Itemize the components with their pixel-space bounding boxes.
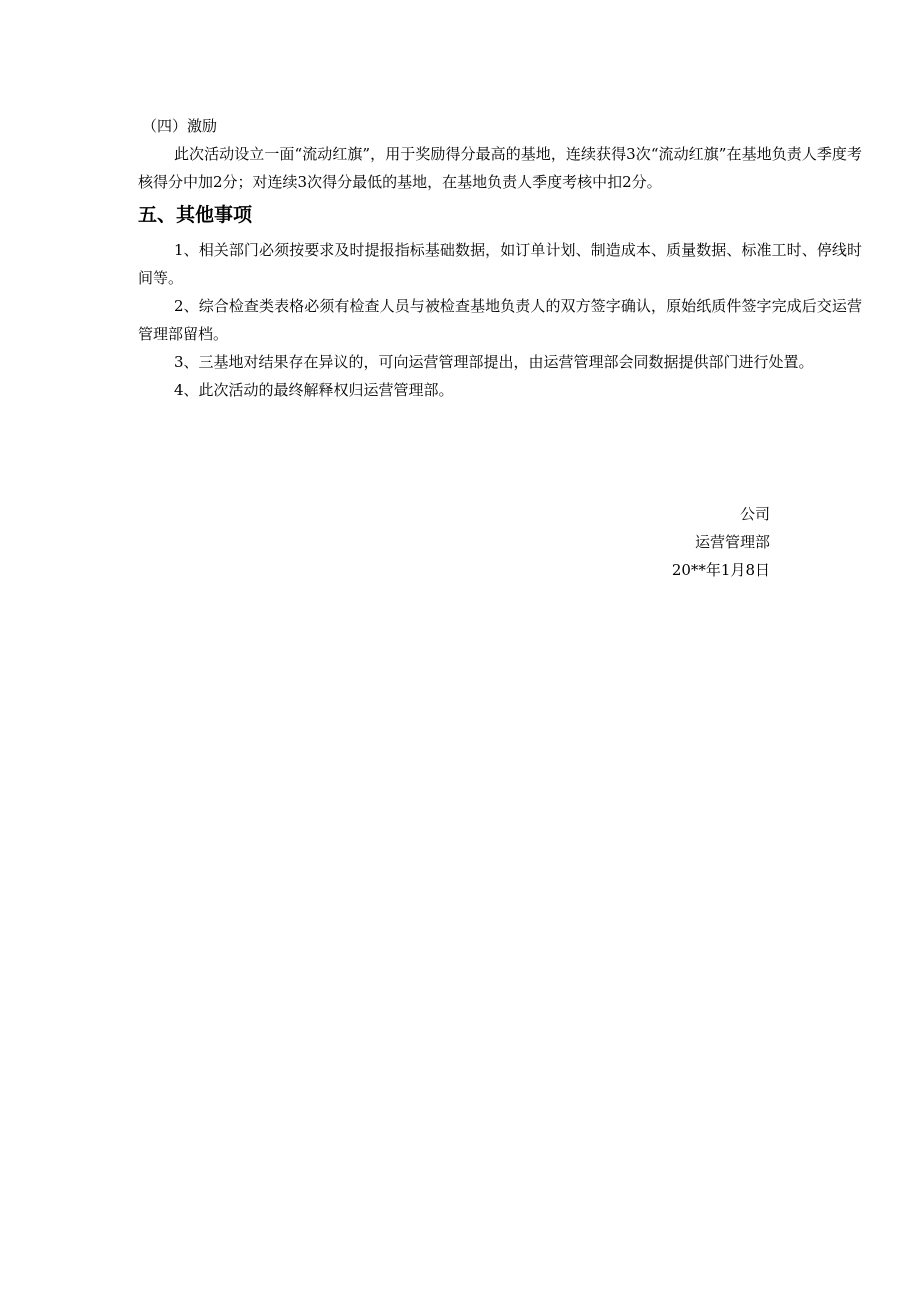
document-body <box>138 112 862 404</box>
signature-block <box>672 500 770 584</box>
other-matters-item-2: 2、综合检查类表格必须有检查人员与被检查基地负责人的双方签字确认，原始纸质件签字完成后交运营管理部留档。 <box>138 297 862 343</box>
other-matters-item-3: 3、三基地对结果存在异议的，可向运营管理部提出，由运营管理部会同数据提供部门进行处置。 <box>174 353 814 371</box>
signature-company: 公司 <box>739 505 770 523</box>
incentive-subheading: （四）激励 <box>142 117 218 135</box>
incentive-paragraph: 此次活动设立一面“流动红旗”，用于奖励得分最高的基地，连续获得3次“流动红旗”在基地负责人季度考核得分中加2分；对连续3次得分最低的基地，在基地负责人季度考核中扣2分。 <box>138 145 862 191</box>
signature-department: 运营管理部 <box>694 533 770 551</box>
other-matters-heading: 五、其他事项 <box>138 204 253 226</box>
other-matters-item-1: 1、相关部门必须按要求及时提报指标基础数据，如订单计划、制造成本、质量数据、标准工时、停线时间等。 <box>138 241 862 287</box>
other-matters-item-4: 4、此次活动的最终解释权归运营管理部。 <box>174 381 454 399</box>
signature-date: 20**年1月8日 <box>671 561 770 579</box>
